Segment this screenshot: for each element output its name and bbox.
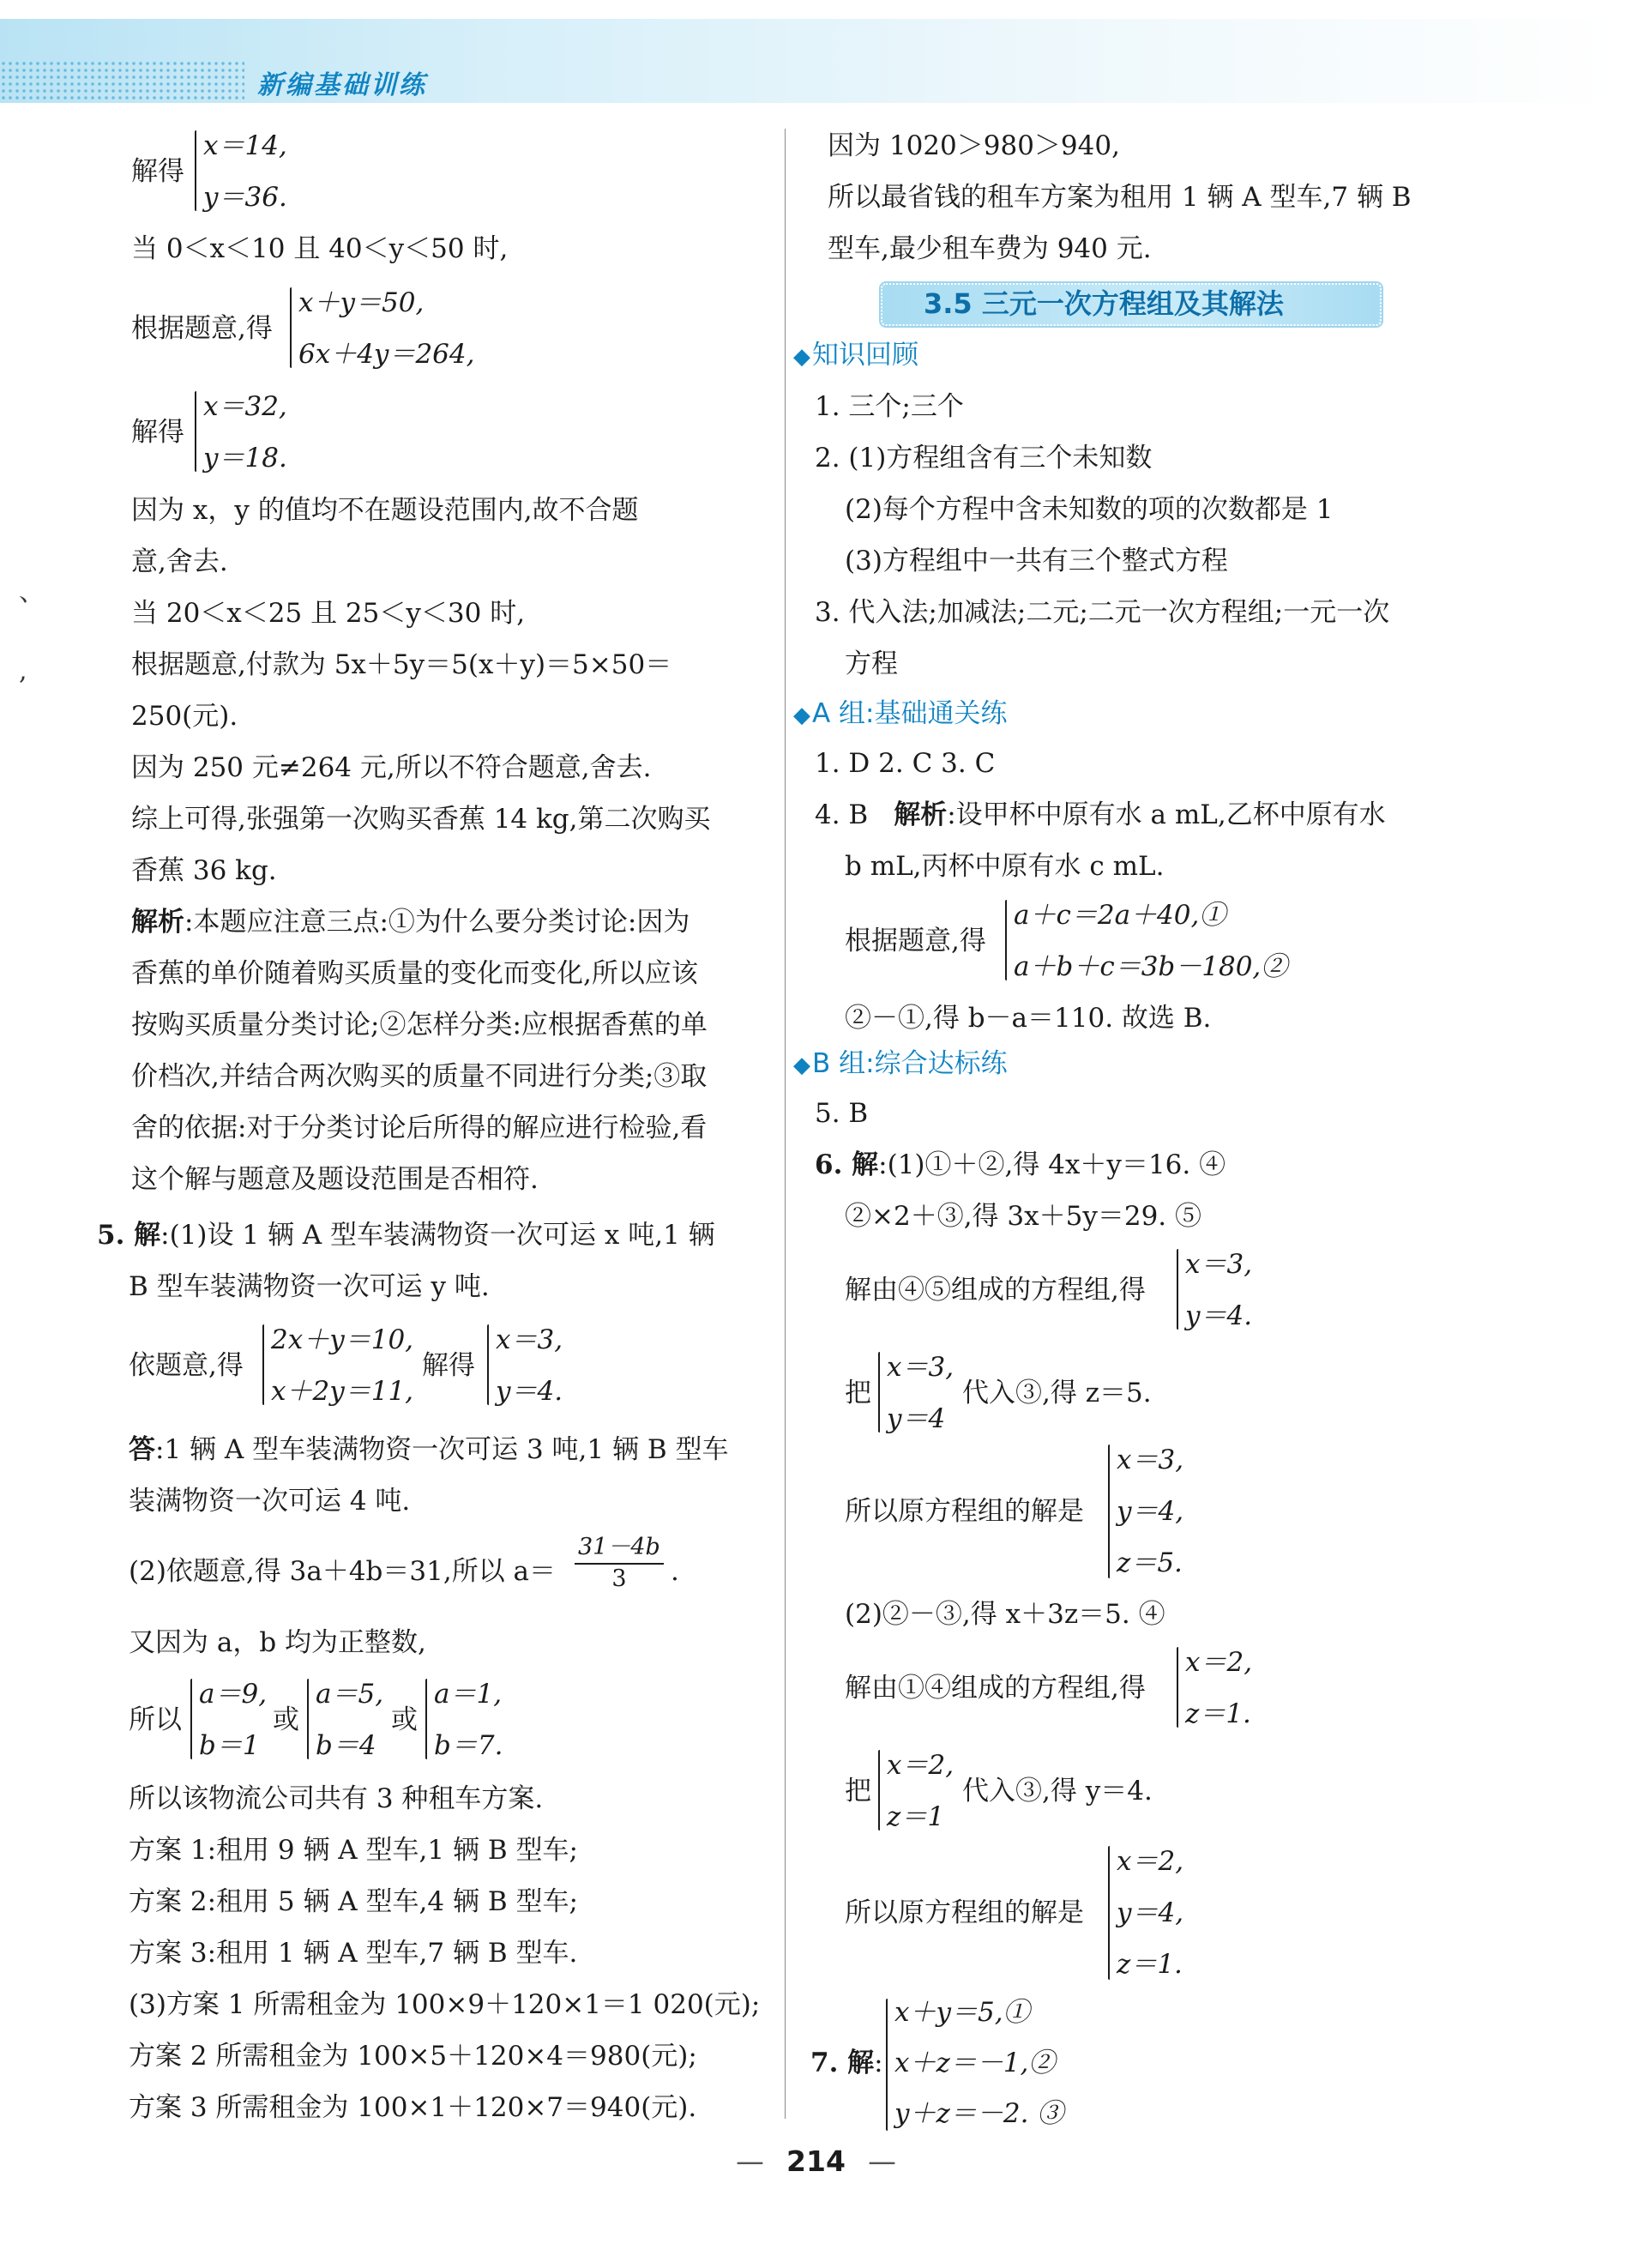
text-line: 方案 2:租用 5 辆 A 型车,4 辆 B 型车; [129, 1886, 578, 1917]
text-line: 解得 [131, 417, 184, 448]
equation-brace [1177, 1647, 1178, 1728]
problem-number: 5. 解 [97, 1220, 161, 1251]
text-line: 所以原方程组的解是 [845, 1897, 1084, 1928]
equation-brace [878, 1750, 880, 1831]
text-line: 根据题意,得 [845, 926, 986, 956]
text-line: 方案 3:租用 1 辆 A 型车,7 辆 B 型车. [129, 1938, 578, 1969]
equation: x＝3, [1117, 1445, 1184, 1475]
text-line: 又因为 a，b 均为正整数, [129, 1627, 426, 1658]
text-line: 代入③,得 y＝4. [962, 1776, 1153, 1807]
margin-mark: , [19, 656, 27, 686]
text-line: 当 0＜x＜10 且 40＜y＜50 时, [131, 233, 509, 264]
equation-brace [190, 1679, 192, 1759]
equation: z＝1 [887, 1801, 945, 1832]
equation: y＝36. [203, 182, 287, 213]
equation: x＝3, [496, 1324, 563, 1355]
equation: a＝1, [434, 1679, 503, 1710]
text-line: B 型车装满物资一次可运 y 吨. [129, 1271, 490, 1302]
text-line: b mL,丙杯中原有水 c mL. [845, 851, 1165, 882]
equation: y＝4, [1117, 1897, 1184, 1928]
text-line: 3. 代入法;加减法;二元;二元一次方程组;一元一次 [815, 597, 1390, 628]
text-line: 香蕉 36 kg. [131, 855, 277, 886]
equation: x＝3, [887, 1352, 955, 1383]
equation: x＋y＝5,① [894, 1997, 1030, 2028]
text-line: 根据题意,得 [131, 313, 273, 344]
equation: b＝1 [199, 1730, 260, 1761]
answer-label: 答 [129, 1434, 155, 1465]
text-line: 当 20＜x＜25 且 25＜y＜30 时, [131, 598, 526, 629]
text-line: 7. 解: [810, 2048, 883, 2078]
section-title: 3.5 三元一次方程组及其解法 [924, 287, 1284, 320]
equation: x＝3, [1185, 1249, 1253, 1280]
equation: x＝2, [1185, 1647, 1253, 1678]
text-line: 250(元). [131, 701, 238, 732]
text-line: 所以该物流公司共有 3 种租车方案. [129, 1783, 544, 1814]
text-line: (3)方案 1 所需租金为 100×9＋120×1＝1 020(元); [129, 1989, 761, 2020]
equation: b＝4 [316, 1730, 376, 1761]
equation-brace [195, 130, 196, 211]
text-line: 4. B 解析:设甲杯中原有水 a mL,乙杯中原有水 [815, 799, 1386, 830]
text-line: 方案 3 所需租金为 100×1＋120×7＝940(元). [129, 2092, 697, 2123]
diamond-icon: ◆ [793, 1053, 810, 1078]
equation: x＝14, [203, 130, 287, 161]
heading-group-a: ◆A 组:基础通关练 [793, 698, 1008, 729]
text-line: 这个解与题意及题设范围是否相符. [131, 1164, 539, 1195]
text-line: 根据题意,付款为 5x＋5y＝5(x＋y)＝5×50＝ [131, 649, 672, 680]
fraction: $\frac{31-4b}{3}$ [575, 1532, 664, 1594]
equation: x＝32, [203, 391, 287, 422]
equation-brace [425, 1679, 427, 1759]
problem-number: 7. 解 [810, 2048, 875, 2078]
text-line: 1. 三个;三个 [815, 391, 964, 422]
equation: b＝7. [434, 1730, 503, 1761]
diamond-icon: ◆ [793, 344, 810, 370]
text-line: 因为 250 元≠264 元,所以不符合题意,舍去. [131, 752, 652, 783]
equation: y＝4, [1117, 1496, 1184, 1527]
equation: y＝18. [203, 443, 287, 474]
equation-brace [1108, 1445, 1110, 1578]
text-line: (3)方程组中一共有三个整式方程 [845, 546, 1228, 576]
equation: 2x＋y＝10, [271, 1324, 414, 1355]
text-line: 解析:本题应注意三点:①为什么要分类讨论:因为 [131, 907, 690, 938]
equation: z＝5. [1117, 1547, 1183, 1578]
text-line: 所以最省钱的租车方案为租用 1 辆 A 型车,7 辆 B [828, 182, 1412, 213]
section-title-banner [881, 283, 1382, 326]
equation: x＝2, [887, 1750, 955, 1781]
equation: a＝9, [199, 1679, 268, 1710]
text-line: 因为 1020＞980＞940, [828, 130, 1120, 161]
equation-brace [1177, 1249, 1178, 1330]
text-line: 或 [391, 1704, 418, 1735]
diamond-icon: ◆ [793, 703, 810, 728]
equation-brace [195, 391, 196, 472]
text-line: 解由①④组成的方程组,得 [845, 1673, 1146, 1704]
equation: z＝1. [1185, 1698, 1251, 1729]
text-line: 按购买质量分类讨论;②怎样分类:应根据香蕉的单 [131, 1010, 708, 1041]
text-line: 方案 2 所需租金为 100×5＋120×4＝980(元); [129, 2041, 697, 2072]
text-line: ②－①,得 b－a＝110. 故选 B. [845, 1003, 1212, 1034]
text-line: 5. 解:(1)设 1 辆 A 型车装满物资一次可运 x 吨,1 辆 [97, 1220, 715, 1251]
equation-brace [487, 1324, 489, 1405]
text-line: 解得 [422, 1350, 475, 1381]
heading-knowledge-review: ◆知识回顾 [793, 340, 918, 371]
text-line: 或 [273, 1704, 299, 1735]
header-title: 新编基础训练 [257, 70, 427, 100]
text-line: 解由④⑤组成的方程组,得 [845, 1275, 1146, 1306]
text-line: 6. 解:(1)①＋②,得 4x＋y＝16. ④ [815, 1149, 1226, 1180]
equation-brace [886, 1999, 888, 2131]
equation-brace [290, 287, 292, 368]
text-line: 解得 [131, 156, 184, 187]
equation: y＝4. [496, 1376, 563, 1407]
text-line: 香蕉的单价随着购买质量的变化而变化,所以应该 [131, 958, 698, 989]
problem-number: 6. 解 [815, 1149, 879, 1180]
equation: y＝4. [1185, 1300, 1253, 1331]
text-line: 装满物资一次可运 4 吨. [129, 1486, 411, 1517]
text-line: 答:1 辆 A 型车装满物资一次可运 3 吨,1 辆 B 型车 [129, 1434, 729, 1465]
equation-brace [307, 1679, 309, 1759]
equation: x＋2y＝11, [271, 1376, 414, 1407]
text-line: 把 [845, 1776, 871, 1807]
equation: 6x＋4y＝264, [298, 339, 475, 370]
text-line: ②×2＋③,得 3x＋5y＝29. ⑤ [845, 1201, 1202, 1232]
equation: x＝2, [1117, 1846, 1184, 1877]
text-line: (2)②－③,得 x＋3z＝5. ④ [845, 1599, 1165, 1630]
text-line: 依题意,得 [129, 1350, 244, 1381]
analysis-label: 解析 [131, 907, 184, 938]
equation-brace [1005, 900, 1007, 980]
text-line: 价档次,并结合两次购买的质量不同进行分类;③取 [131, 1061, 708, 1092]
text-line: 1. D 2. C 3. C [815, 748, 996, 779]
equation-brace [1108, 1846, 1110, 1980]
text-line: (2)依题意,得 3a＋4b＝31,所以 a＝ [129, 1556, 557, 1587]
text-line: 舍的依据:对于分类讨论后所得的解应进行检验,看 [131, 1113, 708, 1143]
text-line: 因为 x，y 的值均不在题设范围内,故不合题 [131, 495, 639, 526]
equation: a＋b＋c＝3b－180,② [1014, 951, 1288, 982]
column-divider [785, 129, 786, 2119]
equation: x＋z＝－1,② [894, 2048, 1056, 2078]
text-line: 把 [845, 1378, 871, 1408]
text-line: 型车,最少租车费为 940 元. [828, 233, 1152, 264]
page-number: — 214 — [736, 2144, 896, 2178]
text-line: 意,舍去. [131, 546, 228, 577]
text-line: 所以 [129, 1704, 182, 1735]
text-line: 2. (1)方程组含有三个未知数 [815, 443, 1153, 474]
text-line: 所以原方程组的解是 [845, 1496, 1084, 1527]
margin-mark: 、 [19, 577, 45, 607]
text-line: 综上可得,张强第一次购买香蕉 14 kg,第二次购买 [131, 804, 711, 835]
text-line: 5. B [815, 1098, 869, 1129]
text-line: . [671, 1556, 679, 1587]
equation: y＝4 [887, 1403, 946, 1434]
equation: a＋c＝2a＋40,① [1014, 900, 1226, 931]
equation: y＋z＝－2. ③ [894, 2098, 1064, 2129]
heading-group-b: ◆B 组:综合达标练 [793, 1048, 1008, 1079]
text-line: 方案 1:租用 9 辆 A 型车,1 辆 B 型车; [129, 1835, 578, 1866]
equation: z＝1. [1117, 1949, 1183, 1980]
header-dot-pattern [0, 60, 244, 101]
text-line: (2)每个方程中含未知数的项的次数都是 1 [845, 494, 1334, 525]
text-line: 方程 [845, 648, 898, 679]
equation-brace [262, 1324, 264, 1405]
analysis-label: 解析 [894, 799, 948, 830]
equation: a＝5, [316, 1679, 384, 1710]
equation: x＋y＝50, [298, 287, 425, 318]
text-line: 代入③,得 z＝5. [962, 1378, 1152, 1408]
equation-brace [878, 1352, 880, 1433]
